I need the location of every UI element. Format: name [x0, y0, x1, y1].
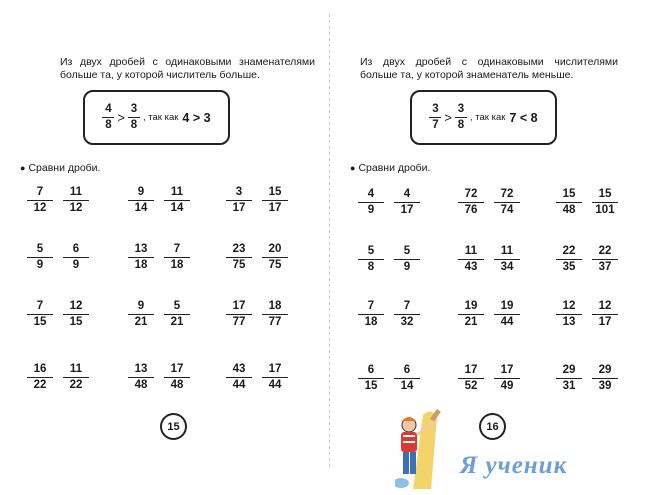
fraction-pair: [556, 300, 616, 334]
fraction: [458, 245, 484, 274]
numerator: 4: [403, 188, 411, 200]
numerator: 19: [464, 300, 478, 312]
denominator: 39: [598, 380, 612, 393]
numerator: 12: [598, 300, 612, 312]
denominator: 75: [232, 259, 246, 272]
fraction-pair: [556, 364, 616, 398]
fraction: [592, 364, 618, 393]
numerator: 29: [562, 364, 576, 376]
fraction: [394, 188, 420, 217]
denominator: 44: [232, 379, 246, 392]
fraction: [128, 186, 154, 215]
fraction-pair: [556, 188, 616, 222]
numerator: 6: [403, 364, 411, 376]
numerator: 72: [500, 188, 514, 200]
fraction-pair: [458, 364, 518, 398]
fraction: [394, 245, 420, 274]
fraction-pair: [358, 364, 418, 398]
fraction: [556, 245, 582, 274]
numerator: 5: [403, 245, 411, 257]
numerator: 16: [33, 363, 47, 375]
comparison-sign: >: [117, 110, 125, 125]
rule-text: Из двух дробей с одинаковыми числителями больше та, у которой знаменатель меньше.: [360, 56, 618, 81]
fraction: [458, 364, 484, 393]
numerator: 15: [268, 186, 282, 198]
numerator: 5: [173, 300, 181, 312]
fraction: [394, 364, 420, 393]
denominator: 49: [500, 380, 514, 393]
numerator: 17: [268, 363, 282, 375]
example-fraction-1: [102, 103, 114, 132]
denominator: 77: [232, 316, 246, 329]
fraction-pair: [27, 363, 87, 397]
numerator: 23: [232, 243, 246, 255]
denominator: 9: [36, 259, 44, 272]
task-text: Сравни дроби.: [358, 162, 431, 174]
denominator: 44: [268, 379, 282, 392]
because-text: , так как: [143, 112, 179, 123]
denominator: 14: [134, 202, 148, 215]
fraction: [494, 245, 520, 274]
fraction: [556, 300, 582, 329]
denominator: 77: [268, 316, 282, 329]
denominator: 74: [500, 204, 514, 217]
denominator: 31: [562, 380, 576, 393]
fraction-pair: [358, 300, 418, 334]
denominator: 37: [598, 261, 612, 274]
numerator: 17: [170, 363, 184, 375]
denominator: 22: [69, 379, 83, 392]
numerator: 11: [69, 186, 83, 198]
fraction: [63, 300, 89, 329]
fraction-pair: [27, 243, 87, 277]
denominator: 48: [134, 379, 148, 392]
fraction: [494, 188, 520, 217]
numerator: 5: [367, 245, 375, 257]
numerator: 3: [130, 102, 138, 115]
fraction-pair: [358, 188, 418, 222]
numerator: 18: [268, 300, 282, 312]
fraction: [358, 300, 384, 329]
fraction-pair: [128, 243, 188, 277]
fraction: [262, 363, 288, 392]
fraction: [128, 363, 154, 392]
numerator-comparison: 4 > 3: [182, 110, 211, 125]
denominator: 9: [403, 261, 411, 274]
denominator: 9: [72, 259, 80, 272]
example-box: [83, 90, 230, 145]
numerator: 5: [36, 243, 44, 255]
denominator: 48: [170, 379, 184, 392]
fraction-pair: [128, 186, 188, 220]
numerator: 9: [137, 186, 145, 198]
fraction: [27, 300, 53, 329]
logo-text: Я ученик: [460, 452, 568, 479]
denominator: 12: [33, 202, 47, 215]
fraction-pair: [27, 300, 87, 334]
denominator: 9: [367, 204, 375, 217]
fraction-pair: [458, 300, 518, 334]
numerator: 4: [367, 188, 375, 200]
denominator: 75: [268, 259, 282, 272]
denominator: 76: [464, 204, 478, 217]
numerator: 13: [134, 243, 148, 255]
page-number: 16: [479, 413, 506, 440]
denominator: 17: [400, 204, 414, 217]
fraction: [556, 364, 582, 393]
denominator: 18: [134, 259, 148, 272]
fraction: [63, 243, 89, 272]
denominator: 43: [464, 261, 478, 274]
fraction: [394, 300, 420, 329]
fraction: [358, 245, 384, 274]
numerator: 12: [562, 300, 576, 312]
fraction: [164, 300, 190, 329]
fraction: [226, 300, 252, 329]
numerator: 3: [235, 186, 243, 198]
numerator: 3: [457, 102, 465, 115]
denominator: 21: [134, 316, 148, 329]
fraction: [262, 243, 288, 272]
numerator: 15: [598, 188, 612, 200]
denominator: 21: [464, 316, 478, 329]
task-text: Сравни дроби.: [28, 162, 101, 174]
denominator: 52: [464, 380, 478, 393]
fraction-pair: [226, 186, 286, 220]
denominator: 17: [598, 316, 612, 329]
numerator: 17: [464, 364, 478, 376]
fraction-pair: [128, 300, 188, 334]
fraction: [494, 364, 520, 393]
fraction-pair: [226, 243, 286, 277]
denominator: 15: [33, 316, 47, 329]
because-text: , так как: [470, 112, 506, 123]
numerator: 11: [500, 245, 514, 257]
denominator: 8: [105, 119, 112, 132]
denominator: 18: [170, 259, 184, 272]
numerator: 6: [72, 243, 80, 255]
fraction: [226, 243, 252, 272]
numerator: 7: [173, 243, 181, 255]
fraction: [458, 188, 484, 217]
denominator: 13: [562, 316, 576, 329]
fraction-pair: [358, 245, 418, 279]
denominator: 22: [33, 379, 47, 392]
fraction: [358, 188, 384, 217]
numerator: 9: [137, 300, 145, 312]
denominator: 12: [69, 202, 83, 215]
denominator: 8: [457, 119, 465, 132]
denominator-comparison: 7 < 8: [509, 110, 538, 125]
denominator: 101: [595, 204, 615, 217]
numerator: 43: [232, 363, 246, 375]
example-fraction-1: [429, 103, 441, 132]
denominator: 32: [400, 316, 414, 329]
denominator: 7: [432, 119, 439, 132]
fraction: [63, 363, 89, 392]
numerator: 17: [500, 364, 514, 376]
numerator: 12: [69, 300, 83, 312]
numerator: 19: [500, 300, 514, 312]
numerator: 11: [464, 245, 478, 257]
fraction-pair: [128, 363, 188, 397]
numerator: 6: [367, 364, 375, 376]
fraction-pair: [458, 188, 518, 222]
fraction: [27, 243, 53, 272]
denominator: 8: [367, 261, 375, 274]
numerator: 11: [170, 186, 184, 198]
fraction-pair: [226, 363, 286, 397]
fraction: [164, 186, 190, 215]
fraction: [128, 300, 154, 329]
fraction: [592, 300, 618, 329]
fraction: [226, 186, 252, 215]
numerator: 22: [562, 245, 576, 257]
fraction: [262, 186, 288, 215]
fraction: [27, 186, 53, 215]
rule-text: Из двух дробей с одинаковыми знаменателями больше та, у которой числитель больше.: [60, 56, 315, 81]
numerator: 72: [464, 188, 478, 200]
numerator: 17: [232, 300, 246, 312]
denominator: 18: [364, 316, 378, 329]
denominator: 15: [69, 316, 83, 329]
denominator: 17: [232, 202, 246, 215]
numerator: 15: [562, 188, 576, 200]
numerator: 7: [367, 300, 375, 312]
page-number: 15: [160, 413, 187, 440]
fraction: [128, 243, 154, 272]
fraction: [556, 188, 582, 217]
numerator: 20: [268, 243, 282, 255]
numerator: 11: [69, 363, 83, 375]
fraction: [63, 186, 89, 215]
task-heading: [350, 162, 430, 174]
numerator: 7: [36, 186, 44, 198]
numerator: 29: [598, 364, 612, 376]
fraction: [358, 364, 384, 393]
fraction-pair: [556, 245, 616, 279]
bullet-icon: ●: [20, 163, 26, 173]
fraction: [592, 245, 618, 274]
fraction-pair: [27, 186, 87, 220]
fraction: [226, 363, 252, 392]
denominator: 21: [170, 316, 184, 329]
numerator: 3: [432, 102, 439, 115]
numerator: 7: [403, 300, 411, 312]
numerator: 13: [134, 363, 148, 375]
fraction: [592, 188, 618, 217]
comparison-sign: >: [444, 110, 452, 125]
denominator: 14: [170, 202, 184, 215]
fraction-pair: [458, 245, 518, 279]
denominator: 34: [500, 261, 514, 274]
example-fraction-2: [455, 103, 467, 132]
numerator: 4: [105, 102, 112, 115]
example-box: [410, 90, 557, 145]
paint-bucket-icon: [395, 478, 409, 488]
bullet-icon: ●: [350, 163, 356, 173]
fraction: [164, 363, 190, 392]
denominator: 17: [268, 202, 282, 215]
denominator: 15: [364, 380, 378, 393]
fraction: [262, 300, 288, 329]
task-heading: [20, 162, 100, 174]
fraction: [164, 243, 190, 272]
denominator: 8: [130, 119, 138, 132]
numerator: 7: [36, 300, 44, 312]
denominator: 14: [400, 380, 414, 393]
fraction: [27, 363, 53, 392]
fraction-pair: [226, 300, 286, 334]
example-fraction-2: [128, 103, 140, 132]
denominator: 44: [500, 316, 514, 329]
denominator: 35: [562, 261, 576, 274]
numerator: 22: [598, 245, 612, 257]
denominator: 48: [562, 204, 576, 217]
fraction: [494, 300, 520, 329]
fraction: [458, 300, 484, 329]
